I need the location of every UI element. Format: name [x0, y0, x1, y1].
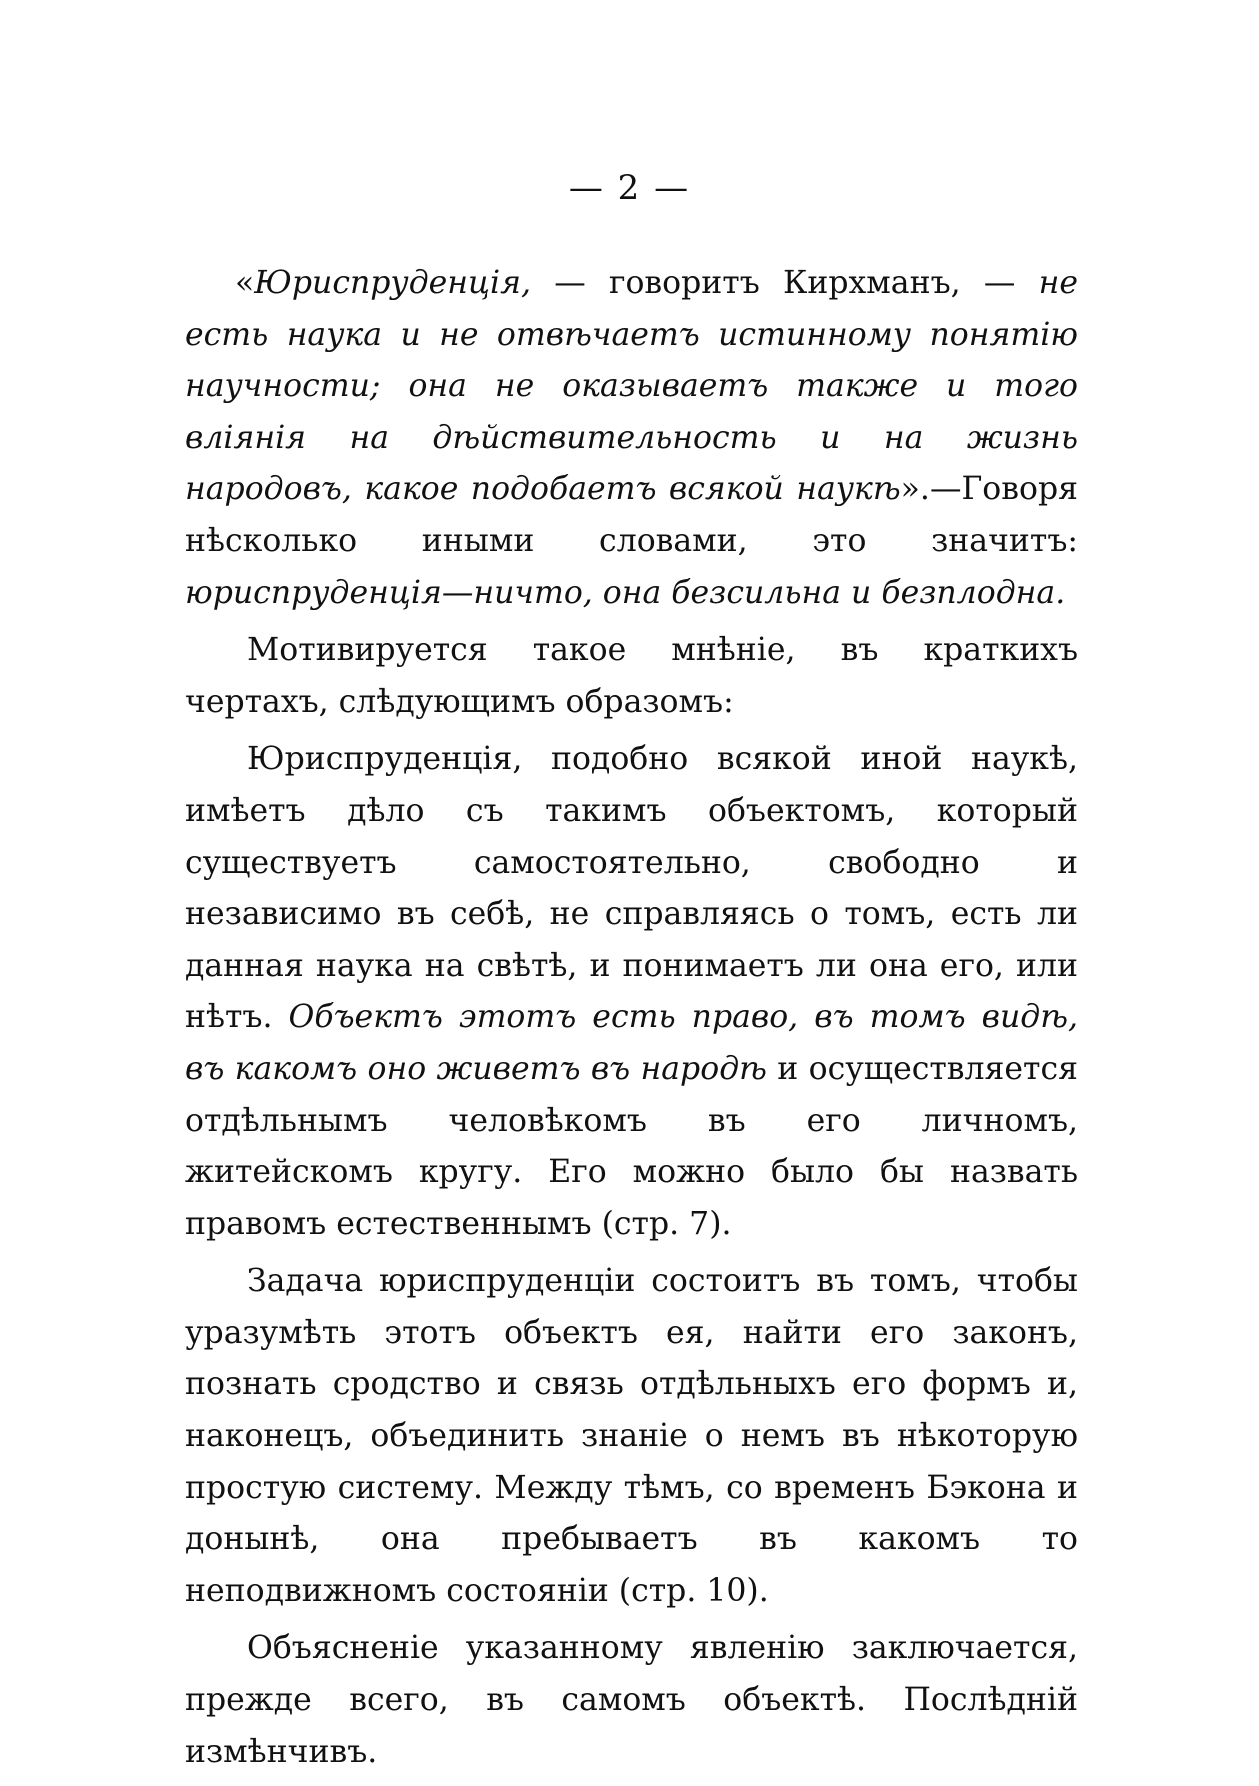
text-segment: Объясненіе указанному явленію заключается, прежде всего, въ самомъ объектѣ. Послѣдній измѣнчивъ. — [185, 1630, 1078, 1770]
paragraph-5 — [185, 1623, 1078, 1778]
text-segment: Мотивируется такое мнѣніе, въ краткихъ чертахъ, слѣдующимъ образомъ: — [185, 632, 1078, 720]
text-segment: и осуществляется отдѣльнымъ человѣкомъ въ его личномъ, житейскомъ кругу. Его можно было бы назвать правомъ естественнымъ (стр. 7). — [185, 1050, 1078, 1242]
paragraph-3 — [185, 734, 1078, 1250]
text-segment: Задача юриспруденціи состоитъ въ томъ, чтобы уразумѣть этотъ объектъ ея, найти его законъ, познать сродство и связь отдѣльныхъ его формъ и, наконецъ, объединить знаніе о немъ въ нѣкоторую простую систему. Между тѣмъ, со временъ Бэкона и донынѣ, она пребываетъ въ какомъ то неподвижномъ состояніи (стр. 10). — [185, 1263, 1078, 1609]
paragraph-1 — [185, 258, 1078, 619]
page-number: — 2 — — [568, 168, 691, 208]
text-segment: не есть наука и не отвѣчаетъ истинному понятію научности; она не оказываетъ также и того вліянія на дѣйствительность и на жизнь народовъ, какое подобаетъ всякой наукѣ — [185, 265, 1078, 508]
text-segment: « — [235, 265, 255, 301]
paragraph-2 — [185, 625, 1078, 728]
text-segment: Юриспруденція, — [254, 265, 531, 301]
text-segment: ».—Говоря нѣсколько иными словами, это значитъ: — [185, 471, 1078, 559]
text-segment: Юриспруденція, подобно всякой иной наукѣ, имѣетъ дѣло съ такимъ объектомъ, который существуетъ самостоятельно, свободно и независимо въ себѣ, не справляясь о томъ, есть ли данная наука на свѣтѣ, и понимаетъ ли она его, или нѣтъ. — [185, 741, 1078, 1036]
text-segment: Объектъ этотъ есть право, въ томъ видѣ, въ какомъ оно живетъ въ народѣ — [185, 999, 1078, 1087]
text-segment: — говоритъ Кирхманъ, — — [530, 265, 1039, 301]
paragraph-4 — [185, 1256, 1078, 1617]
text-segment: юриспруденція—ничто, она безсильна и безплодна. — [185, 574, 1066, 611]
body-text — [185, 258, 1078, 1784]
